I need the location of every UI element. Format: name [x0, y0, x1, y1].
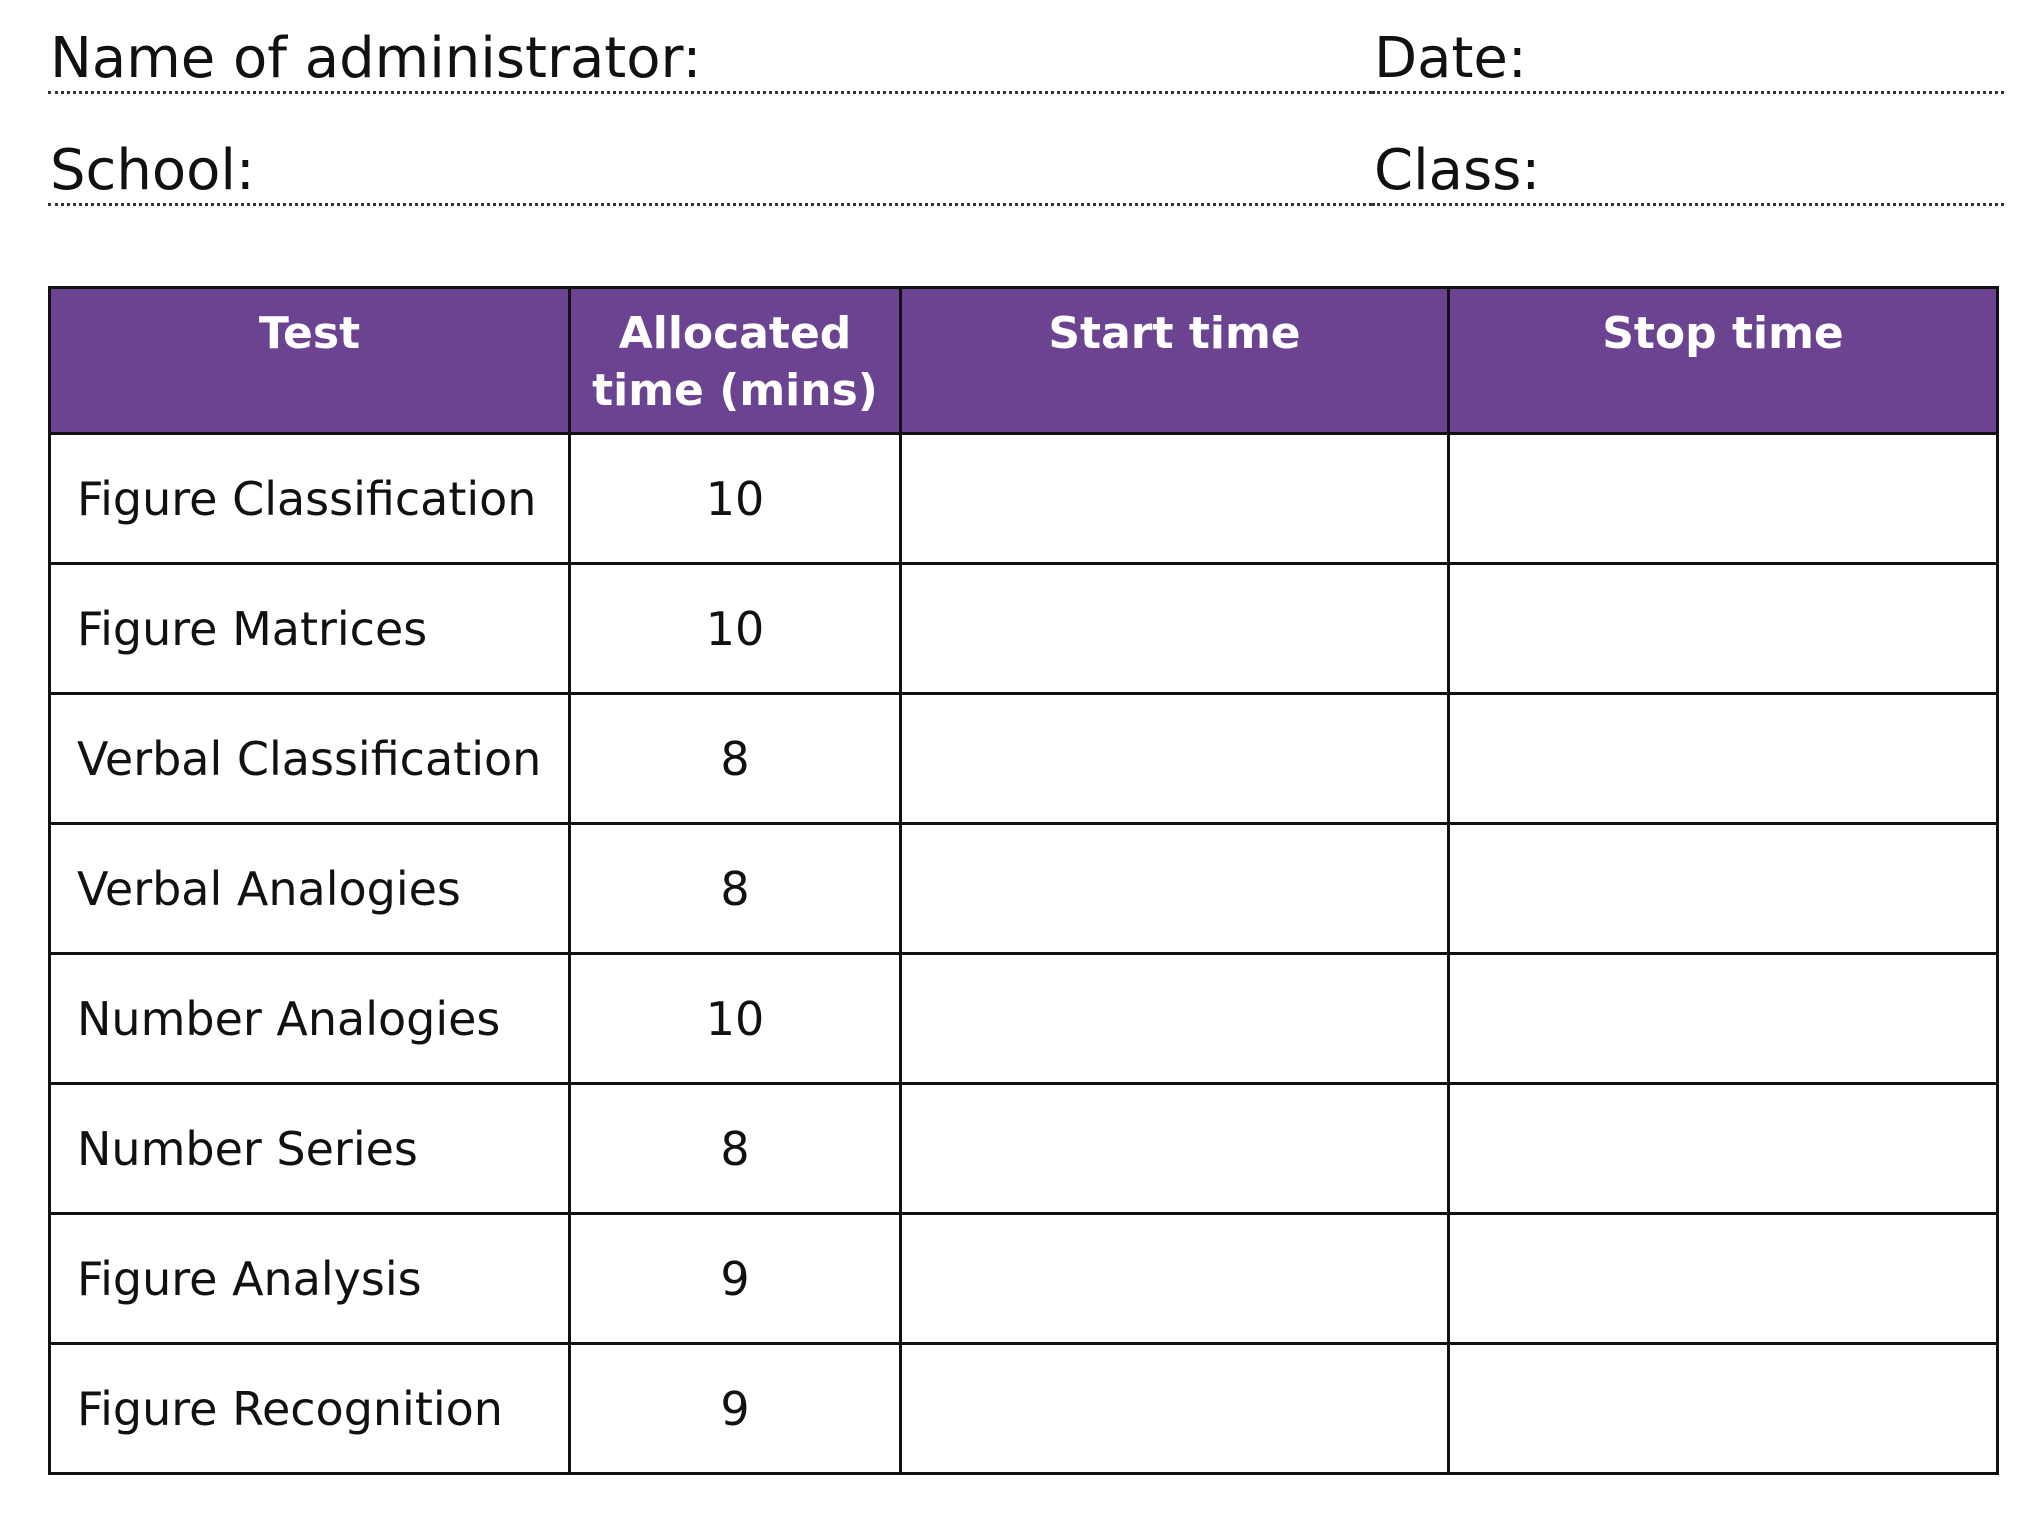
table-row [50, 824, 1998, 954]
allocated-time-cell: 10 [570, 564, 901, 694]
test-name-cell: Verbal Analogies [50, 824, 570, 954]
stop-time-cell[interactable] [1449, 1084, 1998, 1214]
test-name-cell: Figure Analysis [50, 1214, 570, 1344]
stop-time-cell[interactable] [1449, 694, 1998, 824]
class-field[interactable] [1372, 112, 2004, 206]
administrator-name-label: Name of administrator: [50, 26, 702, 91]
table-row [50, 434, 1998, 564]
start-time-cell[interactable] [901, 564, 1449, 694]
start-time-cell[interactable] [901, 694, 1449, 824]
date-label: Date: [1374, 26, 1527, 91]
table-row [50, 1214, 1998, 1344]
stop-time-cell[interactable] [1449, 564, 1998, 694]
allocated-time-cell: 8 [570, 1084, 901, 1214]
test-name-cell: Number Series [50, 1084, 570, 1214]
administrator-name-field[interactable] [48, 0, 1372, 94]
table-header-row [50, 288, 1998, 434]
column-header-allocated-time: Allocated time (mins) [570, 288, 901, 434]
table-row [50, 694, 1998, 824]
start-time-cell[interactable] [901, 434, 1449, 564]
class-label: Class: [1374, 138, 1541, 203]
school-field[interactable] [48, 112, 1372, 206]
table-row [50, 954, 1998, 1084]
start-time-cell[interactable] [901, 954, 1449, 1084]
start-time-cell[interactable] [901, 1344, 1449, 1474]
column-header-test: Test [50, 288, 570, 434]
stop-time-cell[interactable] [1449, 954, 1998, 1084]
test-name-cell: Figure Classification [50, 434, 570, 564]
start-time-cell[interactable] [901, 824, 1449, 954]
allocated-time-cell: 8 [570, 694, 901, 824]
start-time-cell[interactable] [901, 1214, 1449, 1344]
allocated-time-cell: 10 [570, 434, 901, 564]
allocated-time-cell: 8 [570, 824, 901, 954]
stop-time-cell[interactable] [1449, 1214, 1998, 1344]
test-name-cell: Figure Recognition [50, 1344, 570, 1474]
stop-time-cell[interactable] [1449, 824, 1998, 954]
table-row [50, 1344, 1998, 1474]
test-name-cell: Number Analogies [50, 954, 570, 1084]
test-name-cell: Figure Matrices [50, 564, 570, 694]
column-header-start-time: Start time [901, 288, 1449, 434]
test-timing-table [48, 286, 1999, 1475]
stop-time-cell[interactable] [1449, 1344, 1998, 1474]
school-label: School: [50, 138, 255, 203]
date-field[interactable] [1372, 0, 2004, 94]
table-row [50, 564, 1998, 694]
column-header-stop-time: Stop time [1449, 288, 1998, 434]
allocated-time-cell: 9 [570, 1344, 901, 1474]
allocated-time-cell: 9 [570, 1214, 901, 1344]
start-time-cell[interactable] [901, 1084, 1449, 1214]
allocated-time-cell: 10 [570, 954, 901, 1084]
stop-time-cell[interactable] [1449, 434, 1998, 564]
table-row [50, 1084, 1998, 1214]
test-name-cell: Verbal Classification [50, 694, 570, 824]
